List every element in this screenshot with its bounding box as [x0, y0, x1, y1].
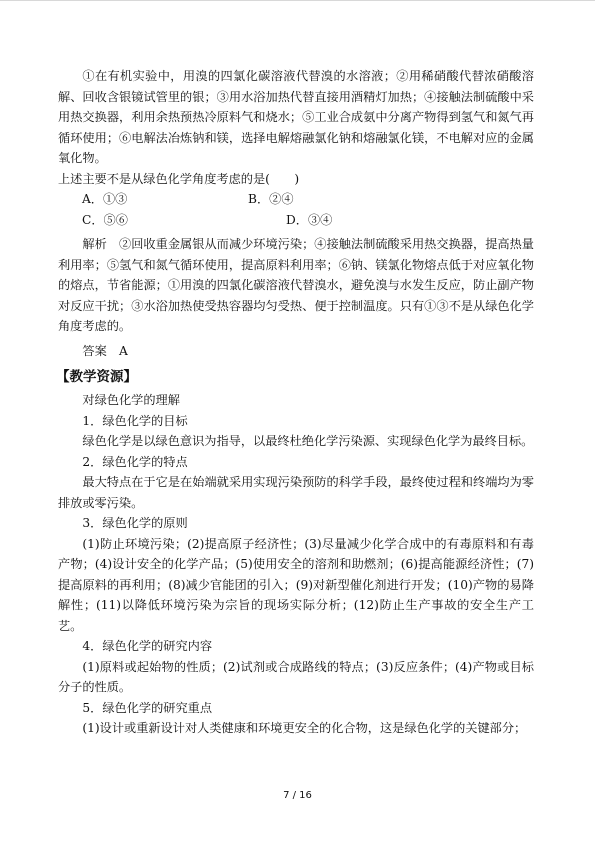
resource-paragraph-2: 最大特点在于它是在始端就采用实现污染预防的科学手段，最终使过程和终端均为零排放或零污染。: [58, 475, 534, 510]
option-d: D．③④: [286, 212, 333, 227]
option-a: A．①③: [82, 192, 128, 206]
resource-heading-5: 5．绿色化学的研究重点: [82, 700, 213, 715]
resource-heading-2: 2．绿色化学的特点: [82, 454, 188, 469]
page-content: [58, 66, 534, 739]
option-b: B．②④: [248, 192, 294, 206]
question-stem: ①在有机实验中，用溴的四氯化碳溶液代替溴的水溶液；②用稀硝酸代替浓硝酸溶解、回收含银镜试管里的银；③用水浴加热代替直接用酒精灯加热；④接触法制硫酸中采用热交换器，利用余热预热冷原料气和烧水；⑤工业合成氨中分离产物得到氢气和氮气再循环使用；⑥电解法冶炼钠和镁，选择电解熔融氯化钠和熔融氯化镁，不电解对应的金属氧化物。: [58, 69, 534, 165]
section-title: 【教学资源】: [56, 369, 137, 385]
resource-paragraph-1: 绿色化学是以绿色意识为指导，以最终杜绝化学污染源、实现绿色化学为最终目标。: [82, 434, 534, 448]
resource-heading-4: 4．绿色化学的研究内容: [82, 639, 213, 653]
resource-paragraph-4: (1)原料或起始物的性质；(2)试剂或合成路线的特点；(3)反应条件；(4)产物或目标分子的性质。: [58, 659, 534, 694]
resource-heading-3: 3．绿色化学的原则: [82, 516, 188, 530]
resource-heading-1: 1．绿色化学的目标: [82, 413, 188, 428]
analysis-text: 解析 ②回收重金属银从而减少环境污染；④接触法制硫酸采用热交换器，提高热量利用率；⑤氢气和氮气循环使用，提高原料利用率；⑥钠、镁氯化物熔点低于对应氧化物的熔点，节省能源；①用溴的四氯化碳溶液代替溴水，避免溴与水发生反应，防止副产物对反应干扰；③水浴加热使受热容器均匀受热、便于控制温度。只有①③不是从绿色化学角度考虑的。: [58, 237, 534, 333]
answer-text: 答案 A: [82, 343, 128, 358]
resource-paragraph-3: (1)防止环境污染；(2)提高原子经济性；(3)尽量减少化学合成中的有毒原料和有毒产物；(4)设计安全的化学产品；(5)使用安全的溶剂和助燃剂；(6)提高能源经济性；(7)提高原料的再利用；(8)减少官能团的引入；(9)对新型催化剂进行开发；(10)产物的易降解性；(11)以降低环境污染为宗旨的现场实际分析；(12)防止生产事故的安全生产工艺。: [58, 536, 534, 633]
resources-intro: 对绿色化学的理解: [82, 393, 180, 407]
options-row-2: [58, 210, 534, 231]
top-border: [0, 0, 595, 1]
resource-paragraph-5: (1)设计或重新设计对人类健康和环境更安全的化合物，这是绿色化学的关键部分；: [82, 721, 527, 735]
option-c: C．⑤⑥: [82, 212, 128, 227]
page-number: 7 / 16: [283, 790, 312, 801]
question-prompt: 上述主要不是从绿色化学角度考虑的是( ): [58, 171, 300, 186]
options-row-1: [58, 189, 534, 210]
